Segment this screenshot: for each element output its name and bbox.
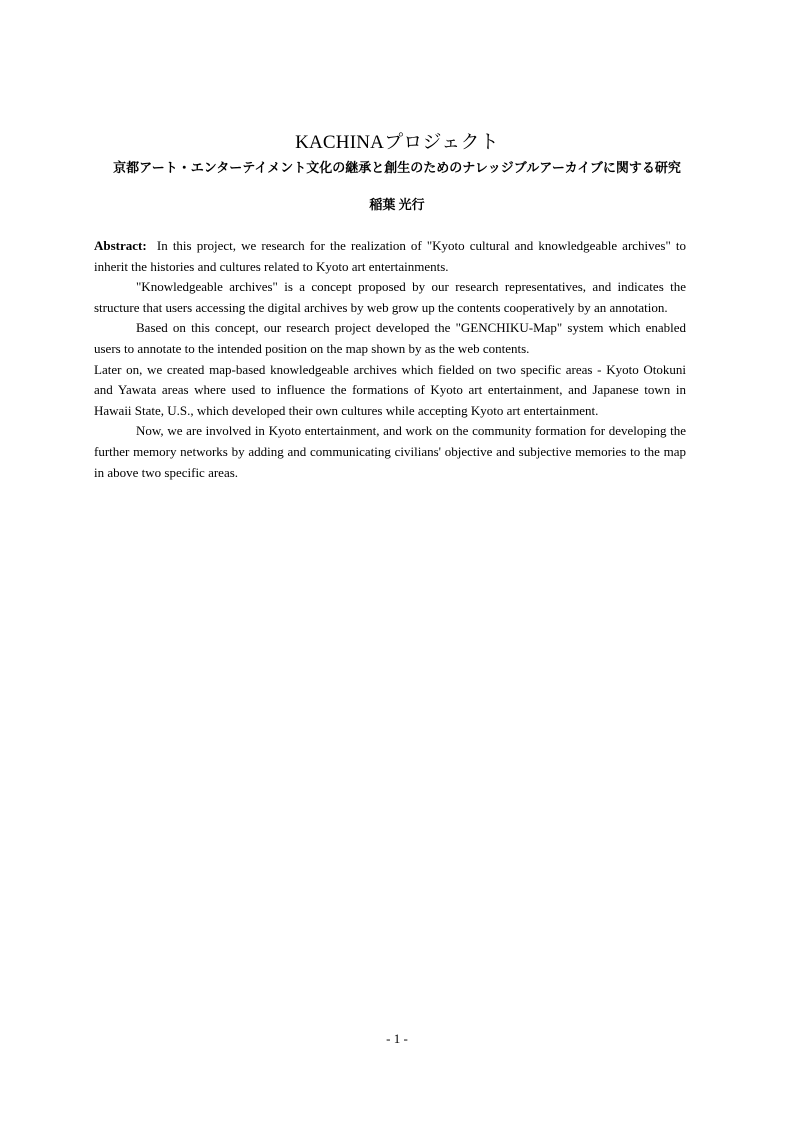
page-number: - 1 - <box>386 1031 408 1046</box>
abstract-label: Abstract: <box>94 238 147 253</box>
abstract-paragraph-3: Based on this concept, our research project developed the "GENCHIKU-Map" system which enabled users to annotate to the intended position on the map shown by as the web contents. <box>94 320 686 356</box>
abstract-paragraph-1 <box>94 236 686 277</box>
abstract-paragraph-4: Later on, we created map-based knowledgeable archives which fielded on two specific areas - Kyoto Otokuni and Yawata areas where used to influence the formations of Kyoto art entertainment, and Japanese town in Hawaii State, U.S., which developed their own cultures while accepting Kyoto art entertainment. <box>94 361 686 418</box>
author-name: 稲葉 光行 <box>369 197 425 212</box>
paper-title: KACHINAプロジェクト <box>295 132 499 153</box>
abstract-section <box>94 236 686 483</box>
abstract-paragraph-5: Now, we are involved in Kyoto entertainment, and work on the community formation for developing the further memory networks by adding and communicating civilians' objective and subjective memories to the map in above two specific areas. <box>94 423 686 480</box>
abstract-paragraph-2: "Knowledgeable archives" is a concept proposed by our research representatives, and indicates the structure that users accessing the digital archives by web grow up the contents cooperatively by an annotation. <box>94 279 686 315</box>
paper-subtitle: 京都アート・エンターテイメント文化の継承と創生のためのナレッジブルアーカイブに関する研究 <box>113 160 681 175</box>
abstract-paragraph-1-text: In this project, we research for the realization of "Kyoto cultural and knowledgeable archives" to inherit the histories and cultures related to Kyoto art entertainments. <box>94 238 687 274</box>
